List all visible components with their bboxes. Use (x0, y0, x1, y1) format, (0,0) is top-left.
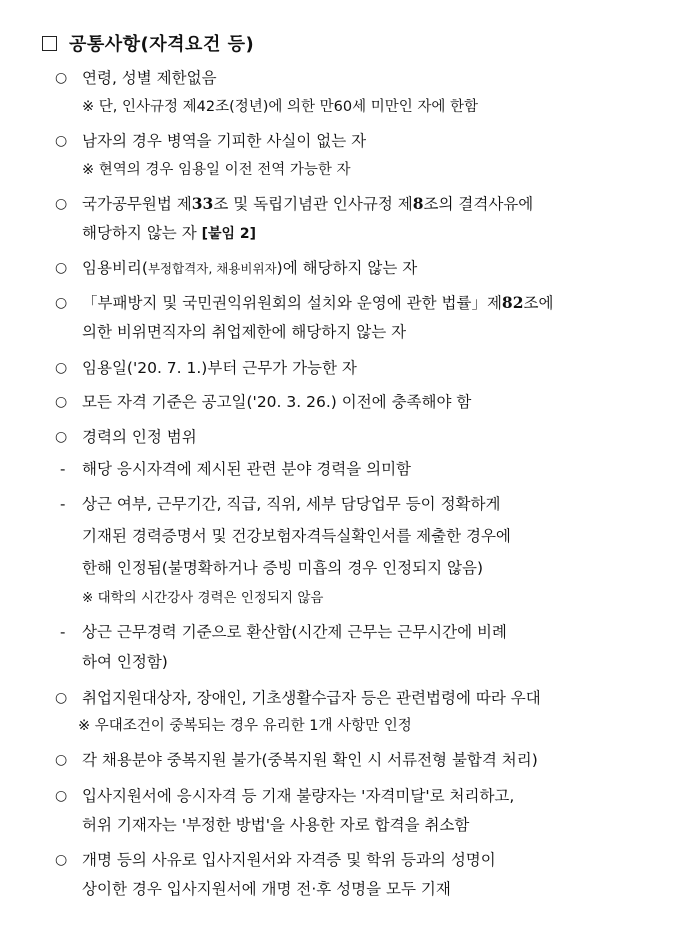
section-heading-text: 공통사항(자격요건 등) (69, 34, 255, 55)
bullet-circle-icon: ○ (55, 360, 68, 376)
item-preference-note: ※ 우대조건이 중복되는 경우 유리한 1개 사항만 인정 (78, 718, 412, 734)
item-disqualification-line2: 해당하지 않는 자 [붙임 2] (82, 224, 257, 242)
item-age-gender: 연령, 성별 제한없음 (82, 69, 217, 87)
bullet-circle-icon: ○ (55, 394, 68, 410)
experience-evidence-line1: 상근 여부, 근무기간, 직급, 직위, 세부 담당업무 등이 정확하게 (82, 495, 501, 513)
item-name-change-line2: 상이한 경우 입사지원서에 개명 전·후 성명을 모두 기재 (82, 880, 451, 898)
item-disqualification: 국가공무원법 제33조 및 독립기념관 인사규정 제8조의 결격사유에 (82, 194, 534, 213)
experience-definition: 해당 응시자격에 제시된 관련 분야 경력을 의미함 (82, 460, 412, 478)
item-duplicate-application: 각 채용분야 중복지원 불가(중복지원 확인 시 서류전형 불합격 처리) (82, 751, 538, 769)
dash-marker: - (60, 495, 66, 513)
checkbox-square-icon (42, 36, 57, 51)
bullet-circle-icon: ○ (55, 260, 68, 276)
item-hiring-corruption: 임용비리(부정합격자, 채용비위자)에 해당하지 않는 자 (82, 259, 418, 277)
item-false-entry-line2: 허위 기재자는 '부정한 방법'을 사용한 자로 합격을 취소함 (82, 816, 470, 834)
experience-evidence-line2: 기재된 경력증명서 및 건강보험자격득실확인서를 제출한 경우에 (82, 527, 511, 545)
bullet-circle-icon: ○ (55, 852, 68, 868)
item-military: 남자의 경우 병역을 기피한 사실이 없는 자 (82, 132, 367, 150)
experience-evidence-line3: 한해 인정됨(불명확하거나 증빙 미흡의 경우 인정되지 않음) (82, 559, 484, 577)
bullet-circle-icon: ○ (55, 788, 68, 804)
item-military-note: ※ 현역의 경우 임용일 이전 전역 가능한 자 (82, 162, 351, 178)
item-anticorruption-law-line2: 의한 비위면직자의 취업제한에 해당하지 않는 자 (82, 323, 407, 341)
item-qualification-deadline: 모든 자격 기준은 공고일('20. 3. 26.) 이전에 충족해야 함 (82, 393, 472, 411)
item-age-gender-note: ※ 단, 인사규정 제42조(정년)에 의한 만60세 미만인 자에 한함 (82, 99, 478, 115)
item-false-entry: 입사지원서에 응시자격 등 기재 불량자는 '자격미달'로 처리하고, (82, 787, 515, 805)
dash-marker: - (60, 460, 66, 478)
item-experience-scope: 경력의 인정 범위 (82, 428, 197, 446)
section-heading (42, 30, 254, 56)
bullet-circle-icon: ○ (55, 690, 68, 706)
attachment-reference: [붙임 2] (201, 226, 257, 242)
item-start-date: 임용일('20. 7. 1.)부터 근무가 가능한 자 (82, 359, 357, 377)
dash-marker: - (60, 623, 66, 641)
bullet-circle-icon: ○ (55, 70, 68, 86)
experience-conversion-line1: 상근 근무경력 기준으로 환산함(시간제 근무는 근무시간에 비례 (82, 623, 507, 641)
experience-lecturer-note: ※ 대학의 시간강사 경력은 인정되지 않음 (82, 590, 324, 606)
experience-conversion-line2: 하여 인정함) (82, 653, 168, 671)
bullet-circle-icon: ○ (55, 752, 68, 768)
bullet-circle-icon: ○ (55, 196, 68, 212)
bullet-circle-icon: ○ (55, 429, 68, 445)
bullet-circle-icon: ○ (55, 133, 68, 149)
item-anticorruption-law: 「부패방지 및 국민권익위원회의 설치와 운영에 관한 법률」제82조에 (82, 293, 554, 312)
item-preference: 취업지원대상자, 장애인, 기초생활수급자 등은 관련법령에 따라 우대 (82, 689, 541, 707)
bullet-circle-icon: ○ (55, 295, 68, 311)
item-name-change: 개명 등의 사유로 입사지원서와 자격증 및 학위 등과의 성명이 (82, 851, 496, 869)
